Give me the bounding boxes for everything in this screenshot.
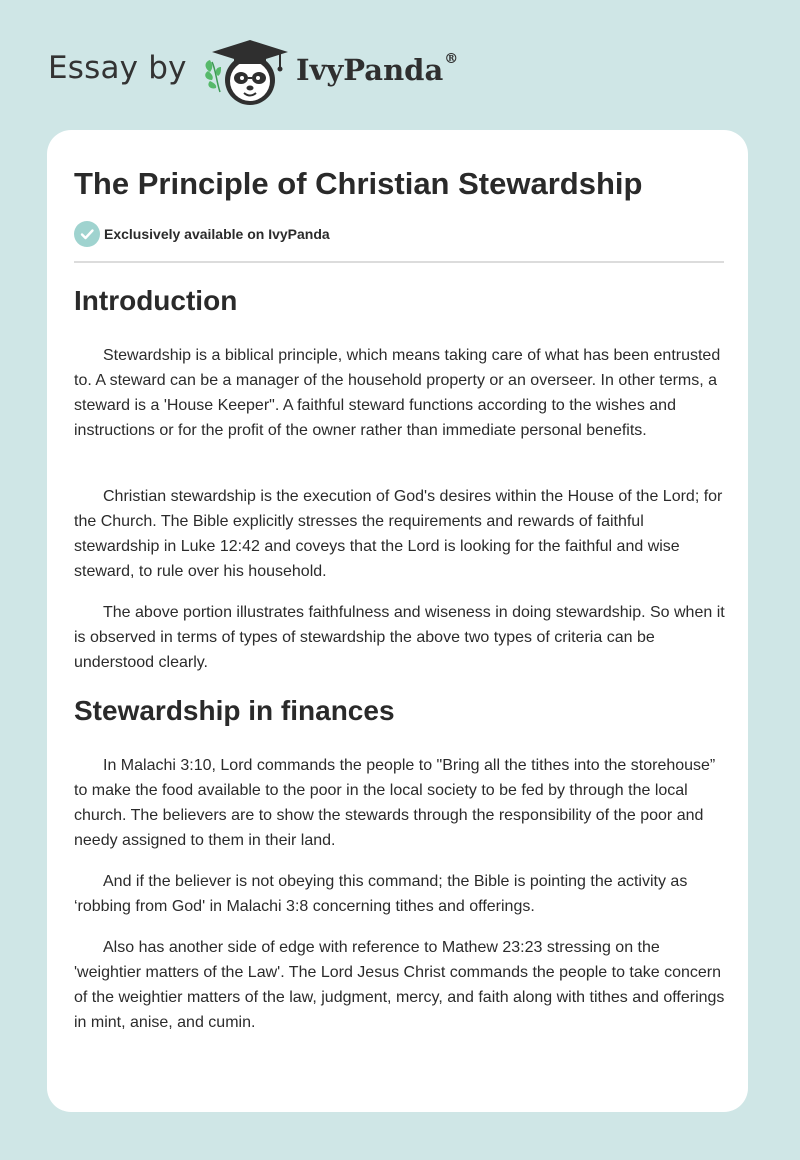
section-heading-finances: Stewardship in finances xyxy=(74,695,395,726)
paragraph: Also has another side of edge with reference to Mathew 23:23 stressing on the 'weightier matters of the Law'. The Lord Jesus Christ commands the people to take concern of the weightier matters of the law, judgment, mercy, and faith along with tithes and offerings in mint, anise, and cumin. xyxy=(74,939,725,1031)
brand-name[interactable] xyxy=(296,53,458,87)
essay-card xyxy=(47,130,748,1112)
registered-mark: ® xyxy=(444,51,459,67)
paragraph: In Malachi 3:10, Lord commands the people to "Bring all the tithes into the storehouse” to make the food available to the poor in the local society to be fed by through the local church. The believers are to show the stewards through the responsibility of the poor and needy assigned to them in their land. xyxy=(74,757,716,849)
brand-prefix: Essay by xyxy=(48,50,187,86)
brand-name-text: IvyPanda xyxy=(296,53,444,87)
paragraph: Stewardship is a biblical principle, which means taking care of what has been entrusted to. A steward can be a manager of the household property or an overseer. In other terms, a steward is a 'House Keeper". A faithful steward functions according to the wishes and instructions or for the profit of the owner rather than immediate personal benefits. xyxy=(74,347,721,439)
badge-text: Exclusively available on IvyPanda xyxy=(104,226,330,242)
page-title: The Principle of Christian Stewardship xyxy=(74,166,643,201)
divider xyxy=(74,261,724,263)
site-header xyxy=(0,0,800,130)
panda-graduate-icon[interactable] xyxy=(200,36,296,108)
section-heading-introduction: Introduction xyxy=(74,285,238,316)
paragraph: The above portion illustrates faithfulness and wiseness in doing stewardship. So when it is observed in terms of types of stewardship the above two types of criteria can be understood clearly. xyxy=(74,604,725,671)
paragraph: Christian stewardship is the execution of God's desires within the House of the Lord; for the Church. The Bible explicitly stresses the requirements and rewards of faithful stewardship in Luke 12:42 and coveys that the Lord is looking for the faithful and wise steward, to rule over his household. xyxy=(74,488,723,580)
paragraph: And if the believer is not obeying this command; the Bible is pointing the activity as ‘robbing from God' in Malachi 3:8 concerning tithes and offerings. xyxy=(74,873,688,915)
check-circle-icon xyxy=(74,221,100,247)
exclusive-badge xyxy=(74,221,330,247)
